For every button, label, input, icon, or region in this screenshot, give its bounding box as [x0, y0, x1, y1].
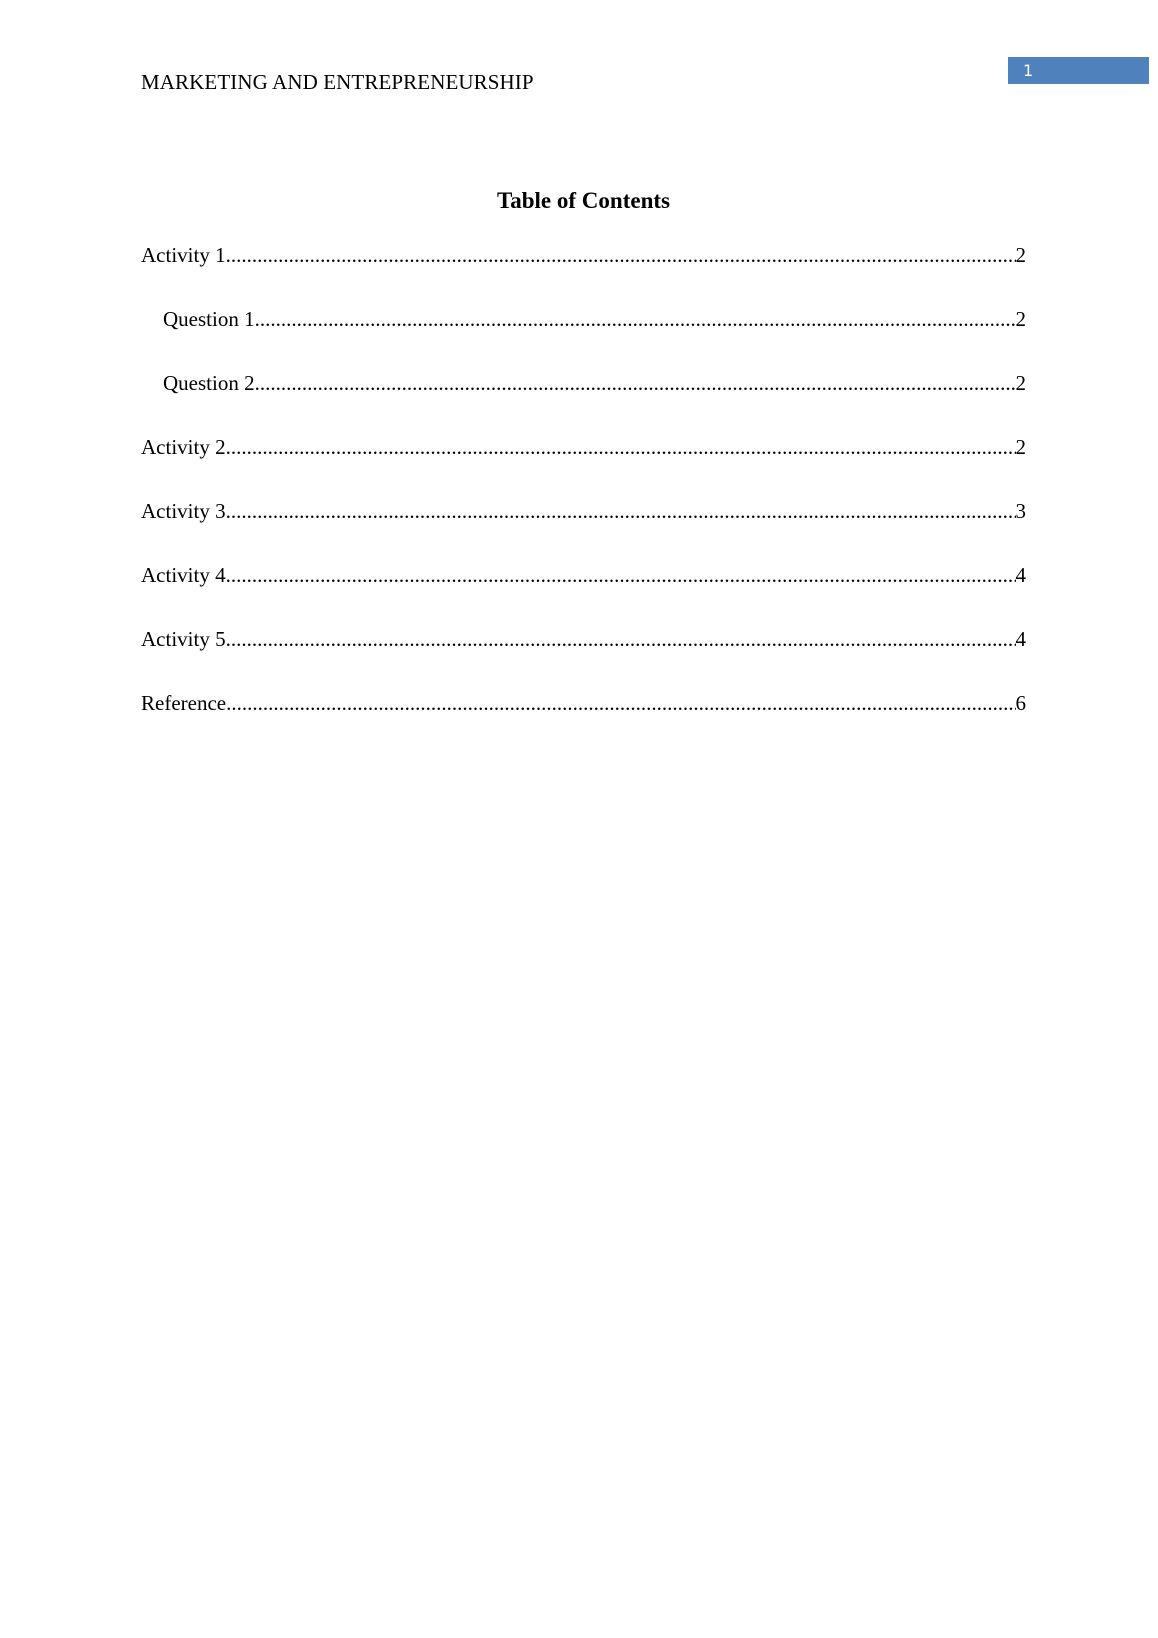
toc-entry-question-1[interactable]	[141, 304, 1026, 368]
toc-dot-leader	[226, 688, 1015, 719]
toc-dot-leader	[226, 432, 1016, 463]
toc-entry-activity-5[interactable]	[141, 624, 1026, 688]
running-head: MARKETING AND ENTREPRENEURSHIP	[141, 70, 534, 94]
toc-entry-label: Reference	[141, 691, 227, 715]
toc-entry-page: 4	[1015, 627, 1026, 651]
toc-entry-page: 2	[1015, 307, 1026, 331]
toc-title: Table of Contents	[497, 188, 670, 213]
toc-entry-reference[interactable]	[141, 688, 1026, 752]
toc-dot-leader	[226, 624, 1016, 655]
toc-entry-label: Activity 1	[141, 243, 226, 267]
toc-dot-leader	[226, 240, 1016, 271]
toc-entry-activity-1[interactable]	[141, 240, 1026, 304]
toc-entry-activity-3[interactable]	[141, 496, 1026, 560]
toc-entry-activity-2[interactable]	[141, 432, 1026, 496]
toc-entry-label: Activity 5	[141, 627, 226, 651]
toc-entry-label: Activity 4	[141, 563, 226, 587]
toc-dot-leader	[255, 368, 1016, 399]
toc-entry-page: 2	[1015, 371, 1026, 395]
toc-entry-label: Question 2	[163, 371, 255, 395]
toc-list	[141, 240, 1026, 752]
toc-entry-label: Question 1	[163, 307, 255, 331]
toc-dot-leader	[226, 496, 1016, 527]
toc-entry-page: 4	[1015, 563, 1026, 587]
toc-entry-page: 2	[1015, 435, 1026, 459]
page-number-badge	[1008, 57, 1149, 84]
toc-entry-question-2[interactable]	[141, 368, 1026, 432]
toc-dot-leader	[255, 304, 1016, 335]
toc-dot-leader	[226, 560, 1016, 591]
page-number: 1	[1023, 61, 1034, 80]
toc-entry-page: 3	[1015, 499, 1026, 523]
toc-entry-activity-4[interactable]	[141, 560, 1026, 624]
toc-entry-label: Activity 2	[141, 435, 226, 459]
toc-entry-page: 6	[1015, 691, 1026, 715]
toc-entry-page: 2	[1015, 243, 1026, 267]
toc-entry-label: Activity 3	[141, 499, 226, 523]
